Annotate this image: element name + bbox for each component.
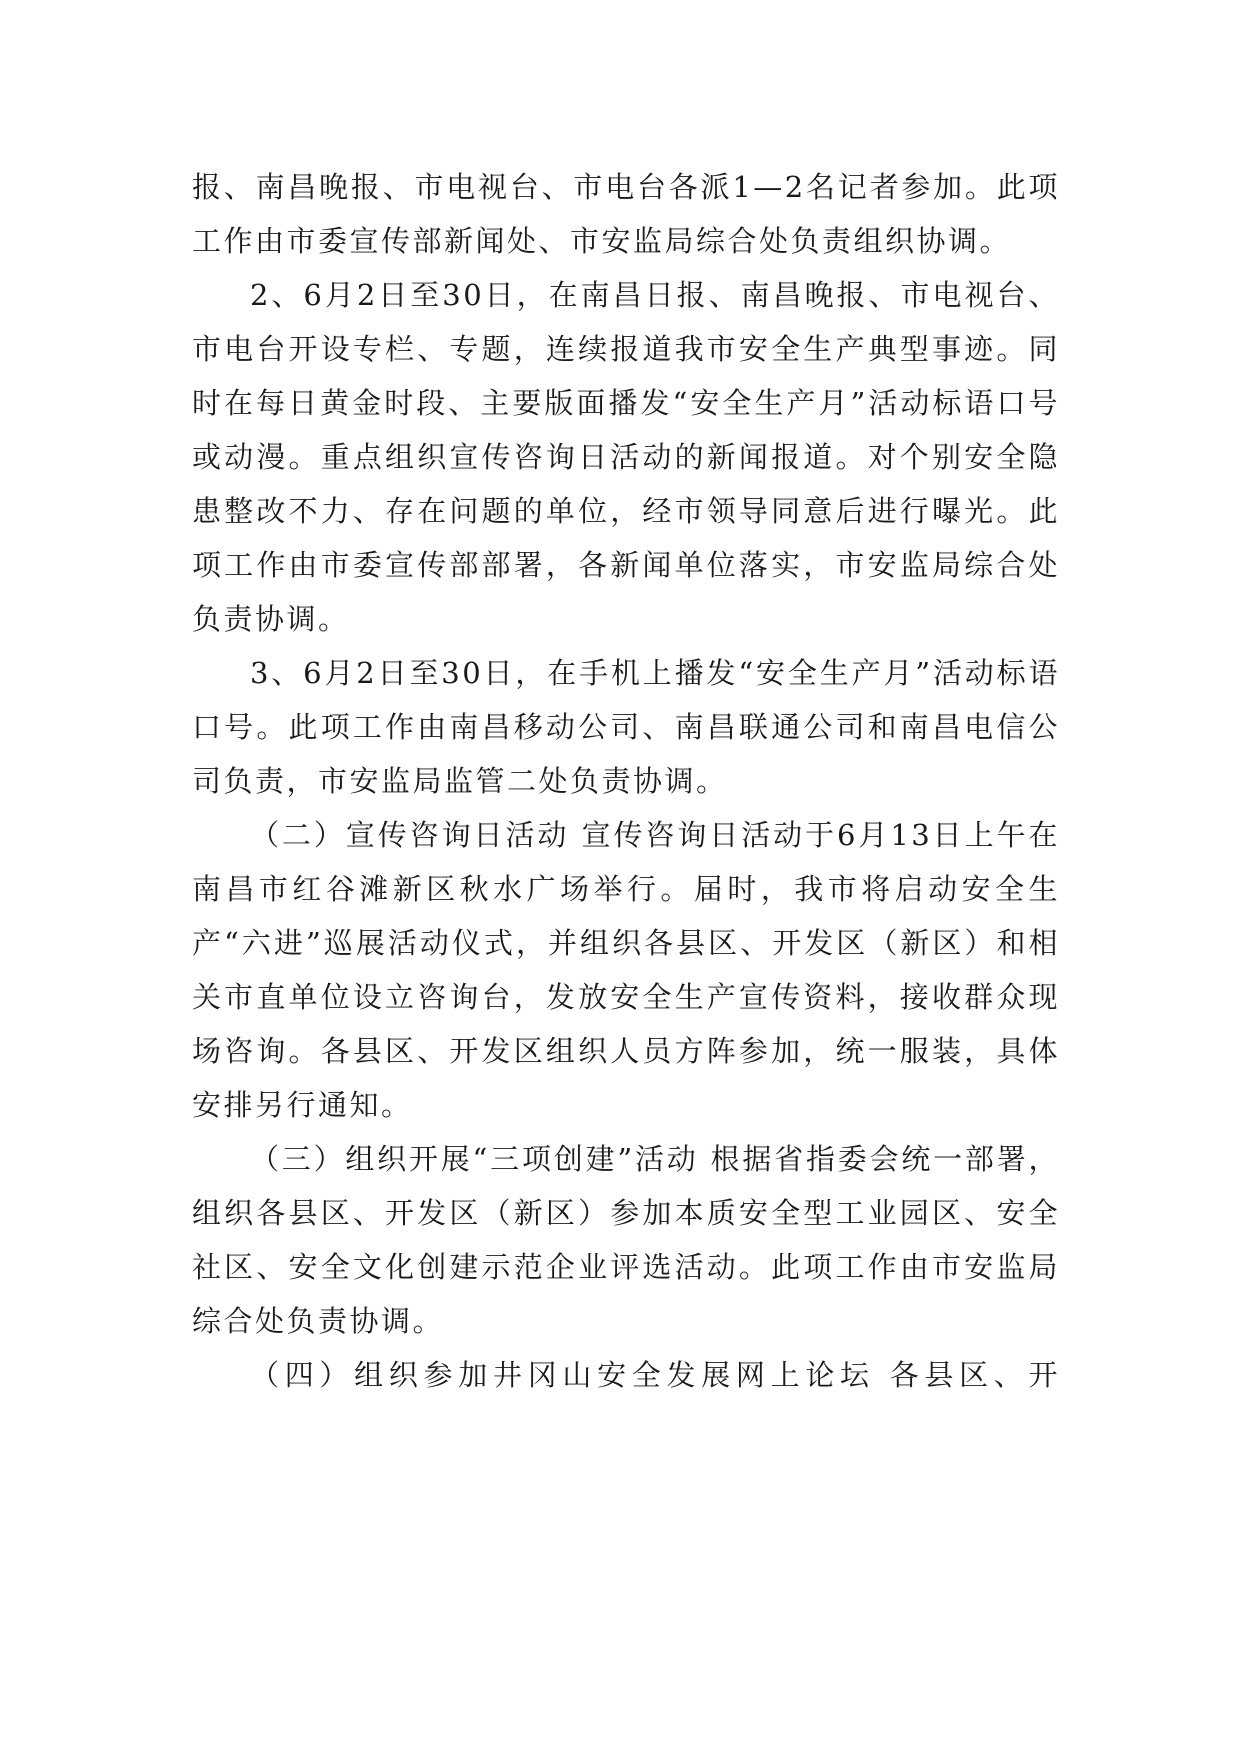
- paragraph-continuation: 报、南昌晚报、市电视台、市电台各派1—2名记者参加。此项工作由市委宣传部新闻处、市安监局综合处负责组织协调。: [192, 170, 1060, 258]
- paragraph-section-4: （四）组织参加井冈山安全发展网上论坛 各县区、开: [250, 1358, 1060, 1392]
- body-text: [192, 160, 1060, 1402]
- paragraph-section-3: （三）组织开展“三项创建”活动 根据省指委会统一部署，组织各县区、开发区（新区）参加本质安全型工业园区、安全社区、安全文化创建示范企业评选活动。此项工作由市安监局综合处负责协调。: [192, 1142, 1060, 1338]
- paragraph-item-2: 2、6月2日至30日，在南昌日报、南昌晚报、市电视台、市电台开设专栏、专题，连续报道我市安全生产典型事迹。同时在每日黄金时段、主要版面播发“安全生产月”活动标语口号或动漫。重点组织宣传咨询日活动的新闻报道。对个别安全隐患整改不力、存在问题的单位，经市领导同意后进行曝光。此项工作由市委宣传部部署，各新闻单位落实，市安监局综合处负责协调。: [192, 278, 1060, 636]
- paragraph-section-2: （二）宣传咨询日活动 宣传咨询日活动于6月13日上午在南昌市红谷滩新区秋水广场举行。届时，我市将启动安全生产“六进”巡展活动仪式，并组织各县区、开发区（新区）和相关市直单位设立咨询台，发放安全生产宣传资料，接收群众现场咨询。各县区、开发区组织人员方阵参加，统一服装，具体安排另行通知。: [192, 818, 1060, 1122]
- paragraph-item-3: 3、6月2日至30日，在手机上播发“安全生产月”活动标语口号。此项工作由南昌移动公司、南昌联通公司和南昌电信公司负责，市安监局监管二处负责协调。: [192, 656, 1060, 798]
